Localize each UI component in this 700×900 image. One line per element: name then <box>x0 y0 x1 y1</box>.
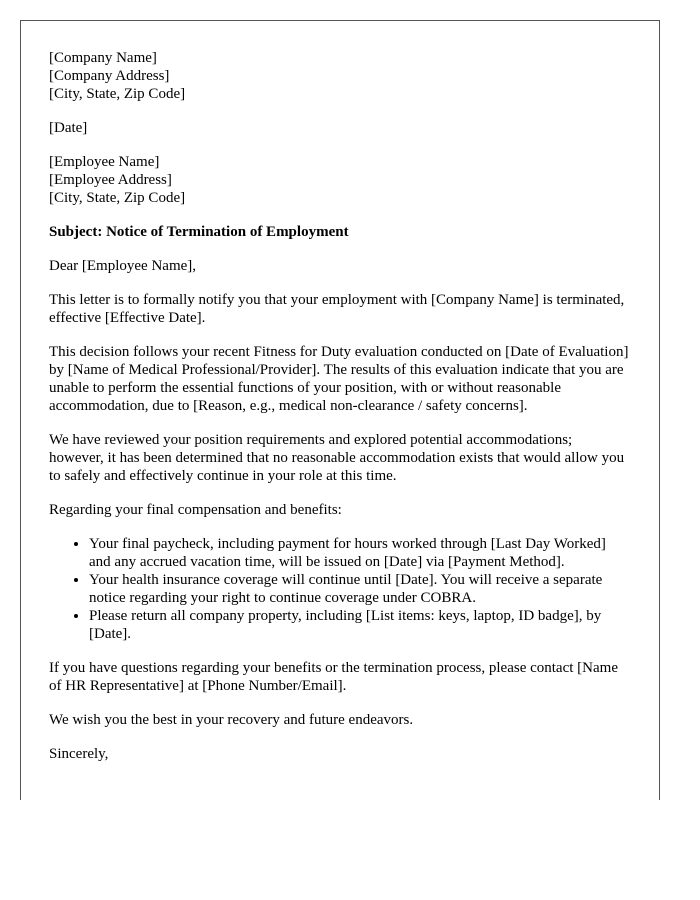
sender-city-state-zip: [City, State, Zip Code] <box>49 86 186 102</box>
paragraph-compensation-intro: Regarding your final compensation and benefits: <box>49 502 342 518</box>
date-text: [Date] <box>49 120 88 136</box>
sender-company-address: [Company Address] <box>49 68 170 84</box>
compensation-list <box>49 535 629 643</box>
paragraph-accommodation: We have reviewed your position requirements and explored potential accommodations; however, it has been determined that no reasonable accommodation exists that would allow you to safely and effectively continue in your role at this time. <box>49 432 625 484</box>
salutation: Dear [Employee Name], <box>49 258 197 274</box>
recipient-city-state-zip: [City, State, Zip Code] <box>49 190 186 206</box>
list-item-health-insurance: • Your health insurance coverage will continue until [Date]. You will receive a separate notice regarding your right to continue coverage under COBRA. <box>89 571 629 607</box>
paragraph-well-wishes: We wish you the best in your recovery and future endeavors. <box>49 712 414 728</box>
subject-line: Subject: Notice of Termination of Employment <box>49 224 349 240</box>
sender-address-block <box>49 49 629 103</box>
letter-body <box>49 49 629 779</box>
letter-date <box>49 119 629 137</box>
list-item-company-property: • Please return all company property, including [List items: keys, laptop, ID badge], by [Date]. <box>89 607 629 643</box>
sender-company-name: [Company Name] <box>49 50 157 66</box>
paragraph-contact: If you have questions regarding your benefits or the termination process, please contact [Name of HR Representative] at [Phone Number/Email]. <box>49 660 618 694</box>
letter-page <box>20 20 660 800</box>
recipient-address: [Employee Address] <box>49 172 172 188</box>
recipient-name: [Employee Name] <box>49 154 160 170</box>
paragraph-notification: This letter is to formally notify you that your employment with [Company Name] is terminated, effective [Effective Date]. <box>49 292 625 326</box>
list-item-paycheck: • Your final paycheck, including payment for hours worked through [Last Day Worked] and any accrued vacation time, will be issued on [Date] via [Payment Method]. <box>89 535 629 571</box>
signoff: Sincerely, <box>49 746 109 762</box>
paragraph-evaluation: This decision follows your recent Fitness for Duty evaluation conducted on [Date of Evaluation] by [Name of Medical Professional/Provider]. The results of this evaluation indicate that you are unable to perform the essential functions of your position, with or without reasonable accommodation, due to [Reason, e.g., medical non-clearance / safety concerns]. <box>49 344 629 414</box>
recipient-address-block <box>49 153 629 207</box>
